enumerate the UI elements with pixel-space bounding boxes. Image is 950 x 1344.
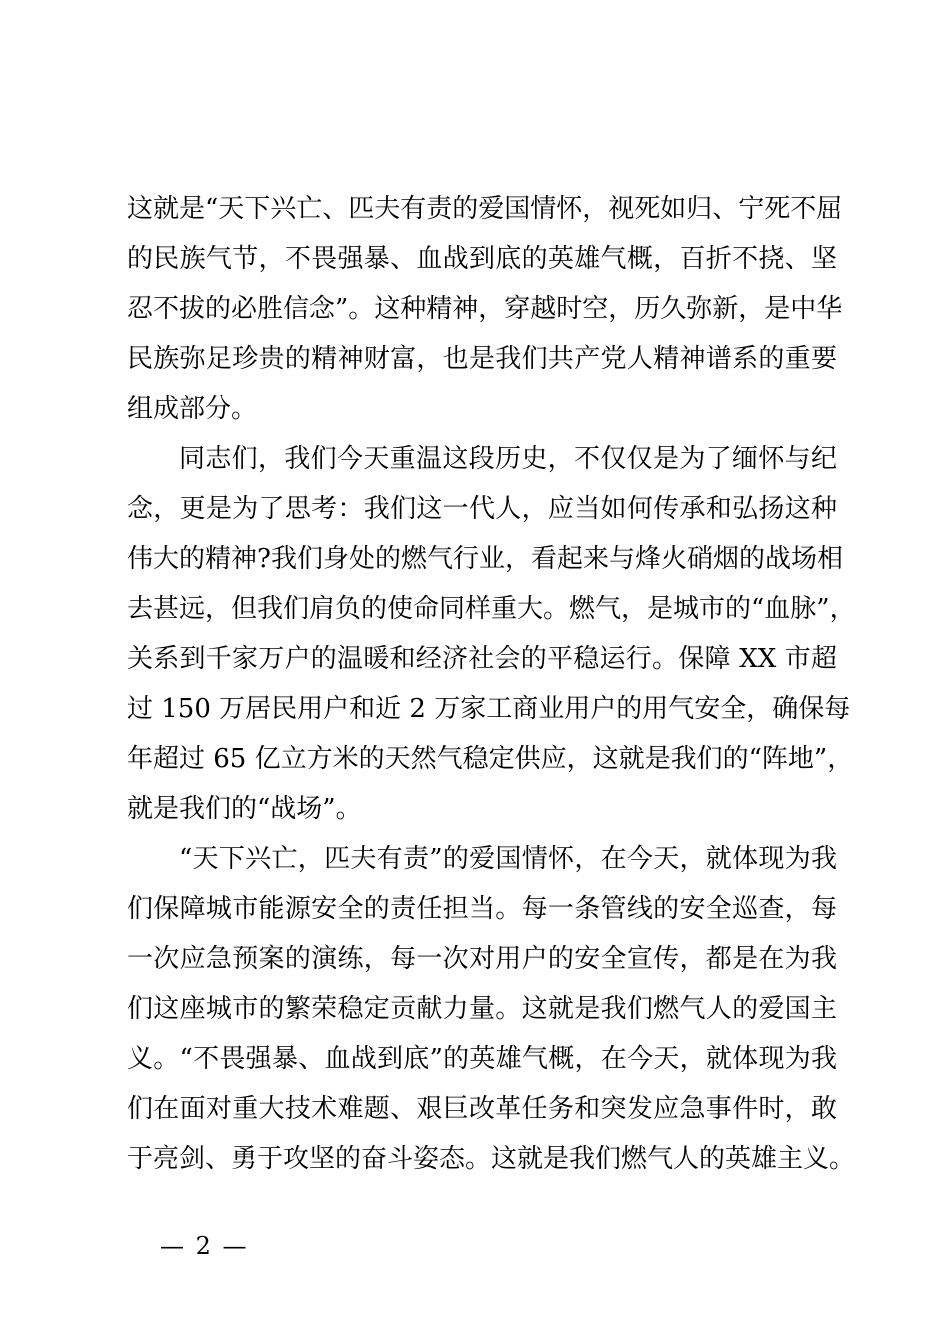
text-line: 们这座城市的繁荣稳定贡献力量。这就是我们燃气人的爱国主 [127, 994, 837, 1024]
text-line: 民族弥足珍贵的精神财富，也是我们共产党人精神谱系的重要 [127, 344, 837, 374]
text-line: 就是我们的“战场”。 [127, 794, 362, 824]
text-line: 过 150 万居民用户和近 2 万家工商业用户的用气安全，确保每 [127, 694, 851, 724]
text-line: 的民族气节，不畏强暴、血战到底的英雄气概，百折不挠、坚 [127, 244, 837, 274]
text-line: 于亮剑、勇于攻坚的奋斗姿态。这就是我们燃气人的英雄主义。 [127, 1144, 856, 1174]
text-line: 忍不拔的必胜信念”。这种精神，穿越时空，历久弥新，是中华 [127, 294, 843, 324]
text-line: 组成部分。 [127, 394, 258, 424]
text-line: 年超过 65 亿立方米的天然气稳定供应，这就是我们的“阵地”， [127, 744, 854, 774]
paragraph-3 [127, 834, 856, 1184]
text-line: 念，更是为了思考：我们这一代人，应当如何传承和弘扬这种 [127, 494, 837, 524]
text-line: 们在面对重大技术难题、艰巨改革任务和突发应急事件时，敢 [127, 1094, 837, 1124]
text-line: 们保障城市能源安全的责任担当。每一条管线的安全巡查，每 [127, 894, 837, 924]
text-line: “天下兴亡，匹夫有责”的爱国情怀，在今天，就体现为我 [179, 844, 837, 874]
text-line: 同志们，我们今天重温这段历史，不仅仅是为了缅怀与纪 [179, 444, 837, 474]
paragraph-1 [127, 184, 843, 434]
document-body [127, 184, 856, 1184]
paragraph-2 [127, 434, 856, 834]
text-line: 去甚远，但我们肩负的使命同样重大。燃气，是城市的“血脉”， [127, 594, 856, 624]
page-number: — 2 — [160, 1232, 249, 1260]
text-line: 义。“不畏强暴、血战到底”的英雄气概，在今天，就体现为我 [127, 1044, 837, 1074]
text-line: 这就是“天下兴亡、匹夫有责的爱国情怀，视死如归、宁死不屈 [127, 194, 843, 224]
text-line: 伟大的精神?我们身处的燃气行业，看起来与烽火硝烟的战场相 [127, 544, 843, 574]
text-line: 一次应急预案的演练，每一次对用户的安全宣传，都是在为我 [127, 944, 837, 974]
text-line: 关系到千家万户的温暖和经济社会的平稳运行。保障 XX 市超 [127, 644, 837, 674]
